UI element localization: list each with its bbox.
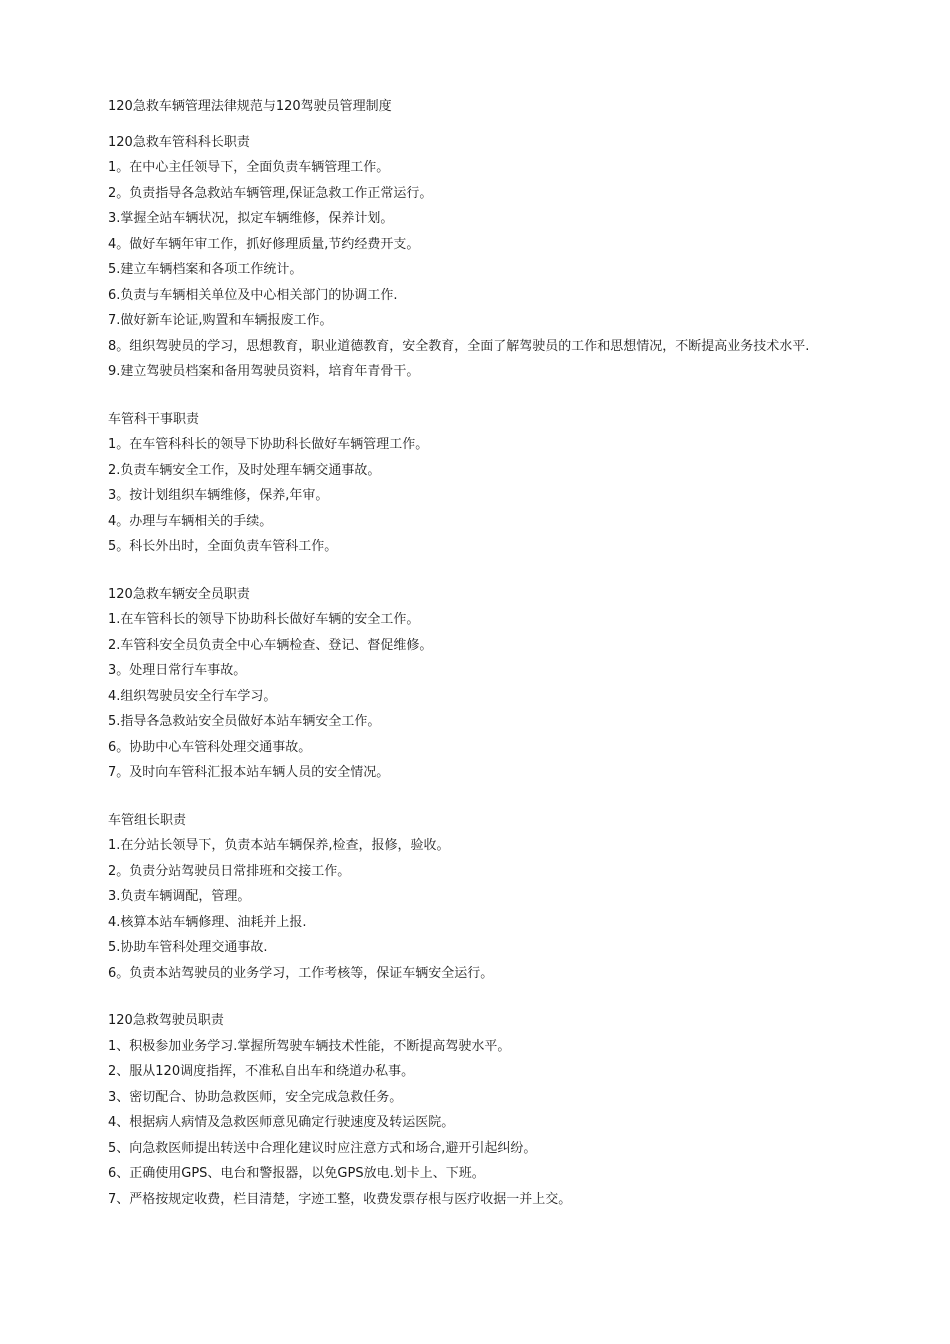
list-item: 1.在车管科长的领导下协助科长做好车辆的安全工作。 — [108, 612, 420, 627]
list-item: 7、严格按规定收费，栏目清楚，字迹工整，收费发票存根与医疗收据一并上交。 — [108, 1191, 572, 1207]
list-item: 1。在车管科科长的领导下协助科长做好车辆管理工作。 — [108, 437, 429, 452]
list-item: 2、服从120调度指挥，不准私自出车和绕道办私事。 — [108, 1064, 415, 1079]
list-item: 5。科长外出时，全面负责车管科工作。 — [108, 539, 338, 554]
list-item: 5、向急救医师提出转送中合理化建议时应注意方式和场合,避开引起纠纷。 — [108, 1140, 537, 1156]
list-item: 5.建立车辆档案和各项工作统计。 — [108, 262, 303, 277]
list-item: 4、根据病人病情及急救医师意见确定行驶速度及转运医院。 — [108, 1115, 455, 1130]
section-heading: 120急救车管科科长职责 — [108, 134, 250, 150]
list-item: 1.在分站长领导下，负责本站车辆保养,检查，报修，验收。 — [108, 838, 450, 853]
list-item: 3。按计划组织车辆维修，保养,年审。 — [108, 488, 329, 503]
list-item: 6.负责与车辆相关单位及中心相关部门的协调工作. — [108, 287, 398, 303]
section-heading: 车管组长职责 — [108, 812, 187, 828]
section-heading: 车管科干事职责 — [108, 411, 200, 427]
list-item: 3.负责车辆调配，管理。 — [108, 889, 251, 904]
list-item: 4.核算本站车辆修理、油耗并上报. — [108, 914, 307, 930]
list-item: 4。做好车辆年审工作，抓好修理质量,节约经费开支。 — [108, 236, 420, 252]
section-heading: 120急救车辆安全员职责 — [108, 586, 250, 602]
list-item: 1。在中心主任领导下，全面负责车辆管理工作。 — [108, 160, 390, 175]
list-item: 8。组织驾驶员的学习，思想教育，职业道德教育，安全教育，全面了解驾驶员的工作和思想情况，不断提高业务技术水平. — [108, 338, 810, 354]
list-item: 2。负责指导各急救站车辆管理,保证急救工作正常运行。 — [108, 185, 433, 201]
section-safety-officer-duties — [108, 582, 860, 786]
list-item: 5.指导各急救站安全员做好本站车辆安全工作。 — [108, 714, 381, 729]
list-item: 1、积极参加业务学习.掌握所驾驶车辆技术性能，不断提高驾驶水平。 — [108, 1038, 511, 1054]
section-team-leader-duties — [108, 808, 860, 987]
list-item: 7。及时向车管科汇报本站车辆人员的安全情况。 — [108, 765, 390, 780]
section-chief-duties — [108, 130, 860, 385]
document-page — [108, 94, 860, 1234]
document-title: 120急救车辆管理法律规范与120驾驶员管理制度 — [108, 99, 392, 114]
section-driver-duties — [108, 1008, 860, 1212]
list-item: 9.建立驾驶员档案和备用驾驶员资料，培育年青骨干。 — [108, 364, 420, 379]
list-item: 5.协助车管科处理交通事故. — [108, 940, 268, 955]
list-item: 2。负责分站驾驶员日常排班和交接工作。 — [108, 863, 351, 879]
section-officer-duties — [108, 407, 860, 560]
list-item: 6。协助中心车管科处理交通事故。 — [108, 739, 312, 755]
list-item: 2.负责车辆安全工作，及时处理车辆交通事故。 — [108, 462, 381, 478]
list-item: 3。处理日常行车事故。 — [108, 663, 247, 678]
list-item: 4.组织驾驶员安全行车学习。 — [108, 688, 277, 704]
list-item: 4。办理与车辆相关的手续。 — [108, 513, 273, 529]
list-item: 7.做好新车论证,购置和车辆报废工作。 — [108, 313, 333, 328]
list-item: 3.掌握全站车辆状况，拟定车辆维修，保养计划。 — [108, 211, 394, 226]
list-item: 6、正确使用GPS、电台和警报器，以免GPS放电.划卡上、下班。 — [108, 1166, 485, 1181]
list-item: 3、密切配合、协助急救医师，安全完成急救任务。 — [108, 1089, 403, 1105]
list-item: 2.车管科安全员负责全中心车辆检查、登记、督促维修。 — [108, 637, 433, 653]
list-item: 6。负责本站驾驶员的业务学习，工作考核等，保证车辆安全运行。 — [108, 965, 494, 981]
section-heading: 120急救驾驶员职责 — [108, 1013, 224, 1028]
